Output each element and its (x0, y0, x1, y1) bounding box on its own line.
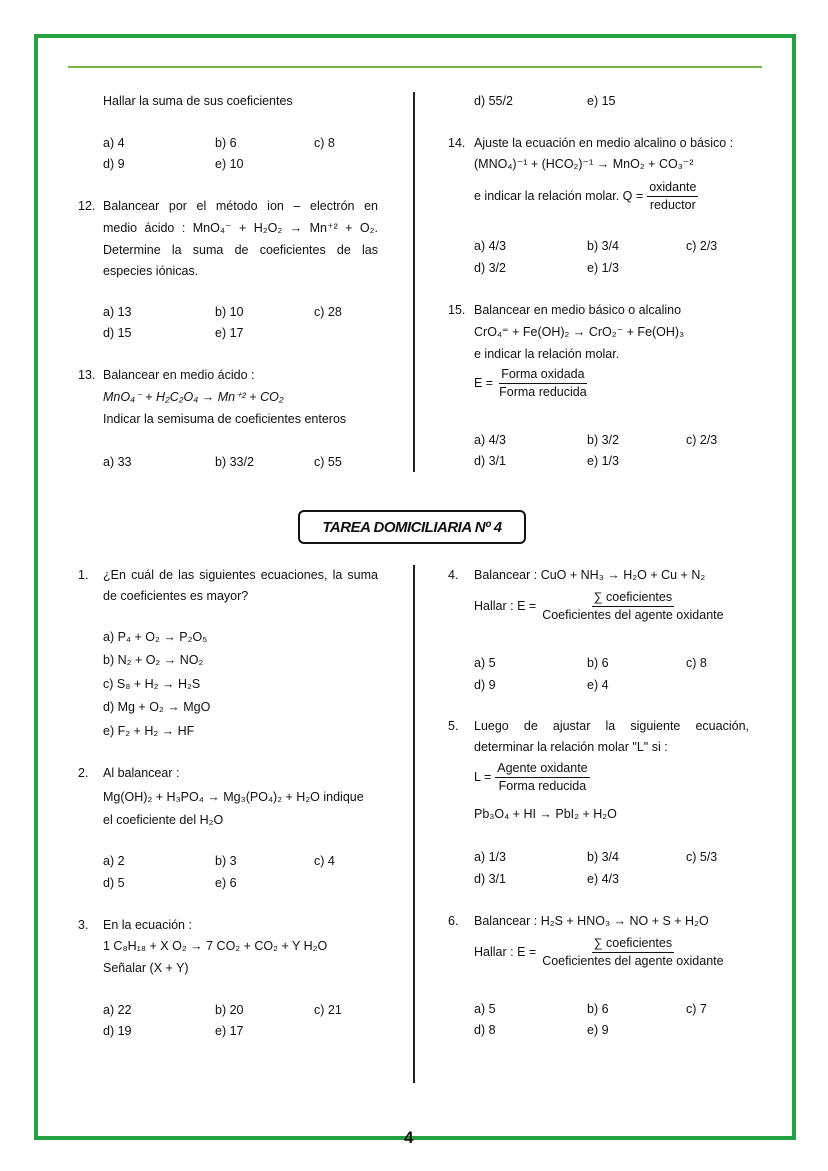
question-15-text: Balancear en medio básico o alcalino (474, 303, 682, 317)
numerator: ∑ coeficientes (592, 590, 674, 607)
ratio-label: e indicar la relación molar. Q = (474, 188, 644, 203)
option: e) 10 (215, 157, 244, 171)
question-number: 15. (448, 303, 466, 317)
question-5-ratio (474, 761, 590, 794)
option: e) 6 (215, 876, 237, 890)
option: e) 4 (587, 678, 609, 692)
denominator: Coeficientes del agente oxidante (542, 954, 724, 968)
option: a) 4 (103, 136, 125, 150)
choice: e) F₂ + H₂ → HF (103, 724, 195, 738)
question-number: 6. (448, 914, 459, 928)
option: e) 1/3 (587, 454, 619, 468)
question-5-text: determinar la relación molar "L" si : (474, 740, 668, 754)
fraction (540, 590, 725, 623)
option: c) 7 (686, 1002, 707, 1016)
ratio-label: L = (474, 769, 492, 784)
option: a) 4/3 (474, 239, 506, 253)
question-2-text: el coeficiente del H₂O (103, 813, 224, 827)
question-4-ratio (474, 590, 726, 623)
option: b) 6 (587, 656, 609, 670)
question-number: 3. (78, 918, 89, 932)
question-5-text: Luego de ajustar la siguiente ecuación, (474, 719, 749, 733)
option: a) 5 (474, 1002, 496, 1016)
question-3-text: En la ecuación : (103, 918, 192, 932)
option: b) 20 (215, 1003, 244, 1017)
option: c) 8 (314, 136, 335, 150)
denominator: reductor (649, 198, 696, 212)
question-number: 14. (448, 136, 466, 150)
homework-title: TAREA DOMICILIARIA Nº 4 (298, 510, 526, 544)
option: c) 2/3 (686, 239, 718, 253)
option: d) 3/1 (474, 454, 506, 468)
option: b) 10 (215, 305, 244, 319)
fraction (497, 367, 589, 400)
option: c) 4 (314, 854, 335, 868)
question-3-equation: 1 C₈H₁₈ + X O₂ → 7 CO₂ + CO₂ + Y H₂O (103, 939, 328, 953)
option: a) 4/3 (474, 433, 506, 447)
numerator: ∑ coeficientes (592, 936, 674, 953)
question-number: 5. (448, 719, 459, 733)
numerator: Forma oxidada (499, 367, 586, 384)
page-number: 4 (404, 1128, 414, 1147)
question-15-ratio (474, 367, 589, 400)
option: d) 3/2 (474, 261, 506, 275)
question-3-text: Señalar (X + Y) (103, 961, 189, 975)
option: e) 9 (587, 1023, 609, 1037)
option: a) 33 (103, 455, 132, 469)
option: c) 2/3 (686, 433, 718, 447)
choice: b) N₂ + O₂ → NO₂ (103, 653, 204, 667)
option: d) 55/2 (474, 94, 513, 108)
question-12-text: medio ácido : MnO₄⁻ + H₂O₂ → Mn⁺² + O₂. (103, 221, 378, 235)
denominator: Forma reducida (498, 779, 587, 793)
question-5-equation: Pb₃O₄ + HI → PbI₂ + H₂O (474, 807, 617, 821)
choice: a) P₄ + O₂ → P₂O₅ (103, 630, 208, 644)
option: e) 17 (215, 1024, 244, 1038)
option: d) 19 (103, 1024, 132, 1038)
denominator: Forma reducida (499, 385, 587, 399)
question-4-text: Balancear : CuO + NH₃ → H₂O + Cu + N₂ (474, 568, 706, 582)
choice: d) Mg + O₂ → MgO (103, 700, 211, 714)
option: e) 15 (587, 94, 616, 108)
option: a) 2 (103, 854, 125, 868)
option: c) 5/3 (686, 850, 718, 864)
option: c) 8 (686, 656, 707, 670)
question-number: 1. (78, 568, 89, 582)
ratio-label: E = (474, 375, 494, 390)
option: a) 22 (103, 1003, 132, 1017)
header-rule (68, 66, 762, 68)
question-number: 4. (448, 568, 459, 582)
option: d) 5 (103, 876, 125, 890)
question-2-text: Mg(OH)₂ + H₃PO₄ → Mg₃(PO₄)₂ + H₂O indique (103, 790, 364, 804)
option: b) 33/2 (215, 455, 254, 469)
option: e) 17 (215, 326, 244, 340)
question-11-prompt: Hallar la suma de sus coeficientes (103, 94, 293, 108)
question-15-text: e indicar la relación molar. (474, 347, 620, 361)
question-1-text: de coeficientes es mayor? (103, 589, 249, 603)
option: b) 3/4 (587, 239, 619, 253)
option: d) 8 (474, 1023, 496, 1037)
option: e) 1/3 (587, 261, 619, 275)
column-divider (413, 92, 415, 472)
question-14-equation: (MNO₄)⁻¹ + (HCO₂)⁻¹ → MnO₂ + CO₃⁻² (474, 157, 694, 171)
ratio-label: Hallar : E = (474, 598, 537, 613)
option: c) 21 (314, 1003, 342, 1017)
option: c) 55 (314, 455, 342, 469)
fraction (647, 180, 698, 213)
option: b) 3 (215, 854, 237, 868)
option: e) 4/3 (587, 872, 619, 886)
question-13-text: Balancear en medio ácido : (103, 368, 255, 382)
question-12-text: Balancear por el método ion – electrón en (103, 199, 378, 213)
question-number: 12. (78, 199, 96, 213)
option: b) 3/2 (587, 433, 619, 447)
question-number: 2. (78, 766, 89, 780)
option: b) 6 (215, 136, 237, 150)
question-12-text: Determine la suma de coeficientes de las (103, 243, 378, 257)
ratio-label: Hallar : E = (474, 944, 537, 959)
option: b) 6 (587, 1002, 609, 1016)
numerator: Agente oxidante (495, 761, 589, 778)
option: d) 15 (103, 326, 132, 340)
question-12-text: especies iónicas. (103, 264, 199, 278)
fraction (540, 936, 725, 969)
option: d) 9 (474, 678, 496, 692)
question-13-equation: MnO₄⁻ + H₂C₂O₄ → Mn⁺² + CO₂ (103, 390, 284, 404)
question-2-text: Al balancear : (103, 766, 180, 780)
denominator: Coeficientes del agente oxidante (542, 608, 724, 622)
question-1-text: ¿En cuál de las siguientes ecuaciones, la suma (103, 568, 378, 582)
option: d) 9 (103, 157, 125, 171)
choice: c) S₈ + H₂ → H₂S (103, 677, 201, 691)
numerator: oxidante (647, 180, 698, 197)
question-6-ratio (474, 936, 726, 969)
option: a) 13 (103, 305, 132, 319)
option: a) 1/3 (474, 850, 506, 864)
column-divider (413, 565, 415, 1083)
question-14-ratio (474, 180, 698, 213)
fraction (495, 761, 589, 794)
question-15-equation: CrO₄⁼ + Fe(OH)₂ → CrO₂⁻ + Fe(OH)₃ (474, 325, 685, 339)
option: c) 28 (314, 305, 342, 319)
option: a) 5 (474, 656, 496, 670)
question-13-text: Indicar la semisuma de coeficientes enteros (103, 412, 347, 426)
question-14-text: Ajuste la ecuación en medio alcalino o básico : (474, 136, 734, 150)
question-6-text: Balancear : H₂S + HNO₃ → NO + S + H₂O (474, 914, 709, 928)
question-number: 13. (78, 368, 96, 382)
option: d) 3/1 (474, 872, 506, 886)
option: b) 3/4 (587, 850, 619, 864)
